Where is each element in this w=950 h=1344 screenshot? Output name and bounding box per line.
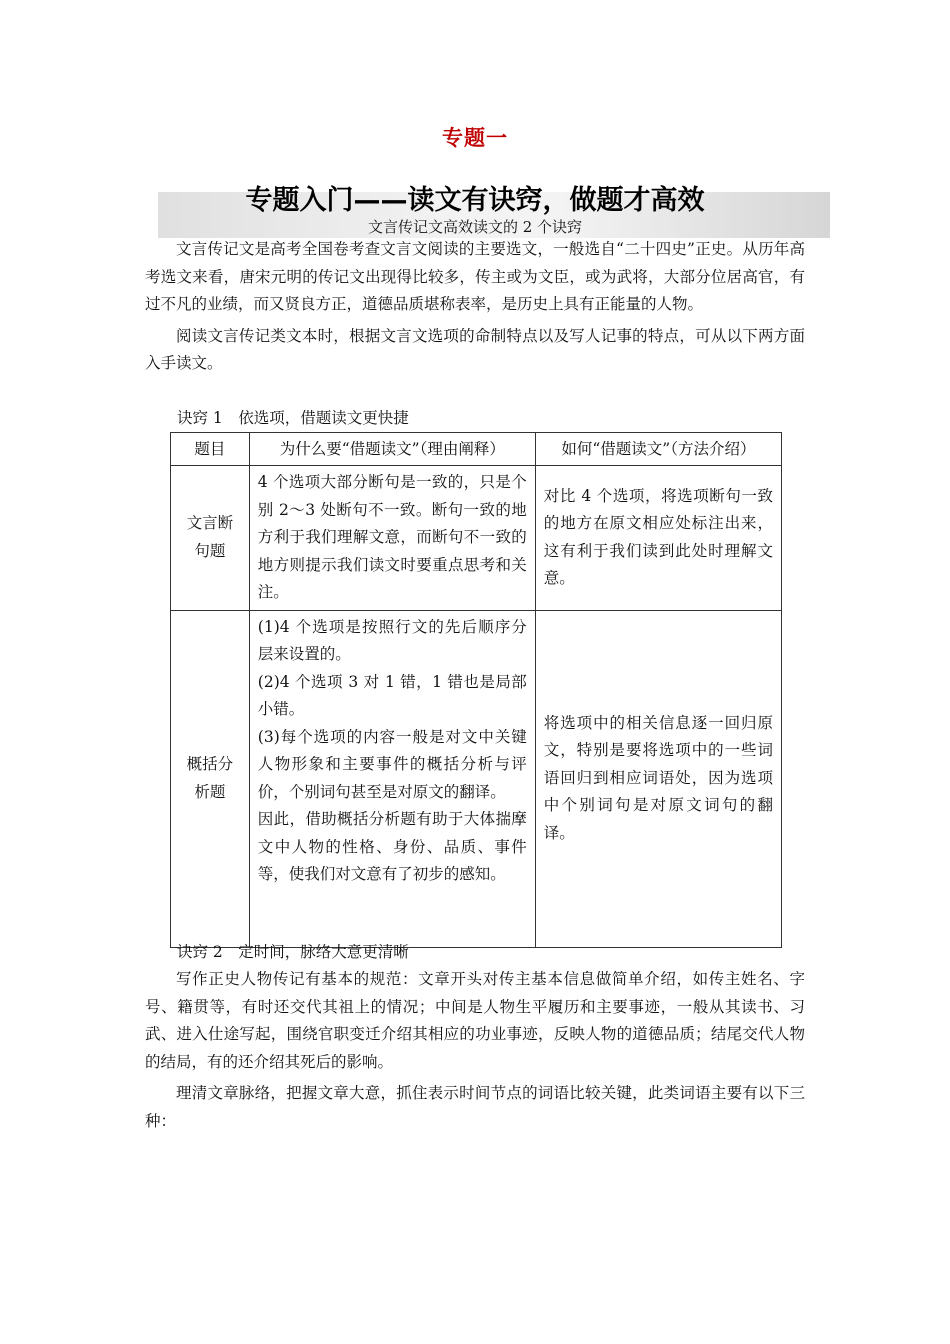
row-reason-cell [249,610,535,947]
row-method-cell: 对比 4 个选项，将选项断句一致的地方在原文相应处标注出来，这有利于我们读到此处时理解文意。 [535,466,781,611]
reason-item: (3)每个选项的内容一般是对文中关键人物形象和主要事件的概括分析与评价，个别词句甚至是对原文的翻译。 [257,727,527,801]
row-type-cell: 概括分析题 [171,610,250,947]
intro-section [145,236,805,378]
reason-item: 因此，借助概括分析题有助于大体揣摩文中人物的性格、身份、品质、事件等，使我们对文意有了初步的感知。 [257,810,527,883]
header-cell-topic: 题目 [171,433,250,466]
table-header-row [171,433,782,466]
header-cell-reason: 为什么要“借题读文”（理由阐释） [249,433,535,466]
intro-paragraph-1: 文言传记文是高考全国卷考查文言文阅读的主要选文，一般选自“二十四史”正史。从历年高考选文来看，唐宋元明的传记文出现得比较多，传主或为文臣，或为武将，大部分位居高官，有过不凡的业绩，而又贤良方正，道德品质堪称表率，是历史上具有正能量的人物。 [145,240,805,313]
row-type-cell: 文言断句题 [171,466,250,611]
tips-table [170,432,782,948]
tip-1-heading: 诀窍 1 依选项，借题读文更快捷 [177,409,409,427]
body-paragraph-2: 理清文章脉络，把握文章大意，抓住表示时间节点的词语比较关键，此类词语主要有以下三种： [145,1084,805,1130]
reason-text: 4 个选项大部分断句是一致的，只是个别 2～3 处断句不一致。断句一致的地方利于我们理解文意，而断句不一致的地方则提示我们读文时要重点思考和关注。 [257,473,527,601]
reason-item: (1)4 个选项是按照行文的先后顺序分层来设置的。 [257,617,527,663]
sub-title: 文言传记文高效读文的 2 个诀窍 [367,218,583,236]
main-title: 专题入门——读文有诀窍，做题才高效 [245,185,705,216]
reason-item: (2)4 个选项 3 对 1 错，1 错也是局部小错。 [257,672,527,718]
body-section [145,966,805,1135]
table-row [171,466,782,611]
intro-paragraph-2: 阅读文言传记类文本时，根据文言文选项的命制特点以及写人记事的特点，可从以下两方面入手读文。 [145,326,805,372]
tip-2-heading: 诀窍 2 定时间，脉络大意更清晰 [177,943,409,961]
header-cell-method: 如何“借题读文”（方法介绍） [535,433,781,466]
row-method-cell: 将选项中的相关信息逐一回归原文，特别是要将选项中的一些词语回归到相应词语处，因为选项中个别词句是对原文词句的翻译。 [535,610,781,947]
topic-heading: 专题一 [442,125,508,150]
body-paragraph-1: 写作正史人物传记有基本的规范：文章开头对传主基本信息做简单介绍，如传主姓名、字号、籍贯等，有时还交代其祖上的情况；中间是人物生平履历和主要事迹，一般从其读书、习武、进入仕途写起，围绕官职变迁介绍其相应的功业事迹，反映人物的道德品质；结尾交代人物的结局，有的还介绍其死后的影响。 [145,970,805,1071]
table-row [171,610,782,947]
row-reason-cell [249,466,535,611]
